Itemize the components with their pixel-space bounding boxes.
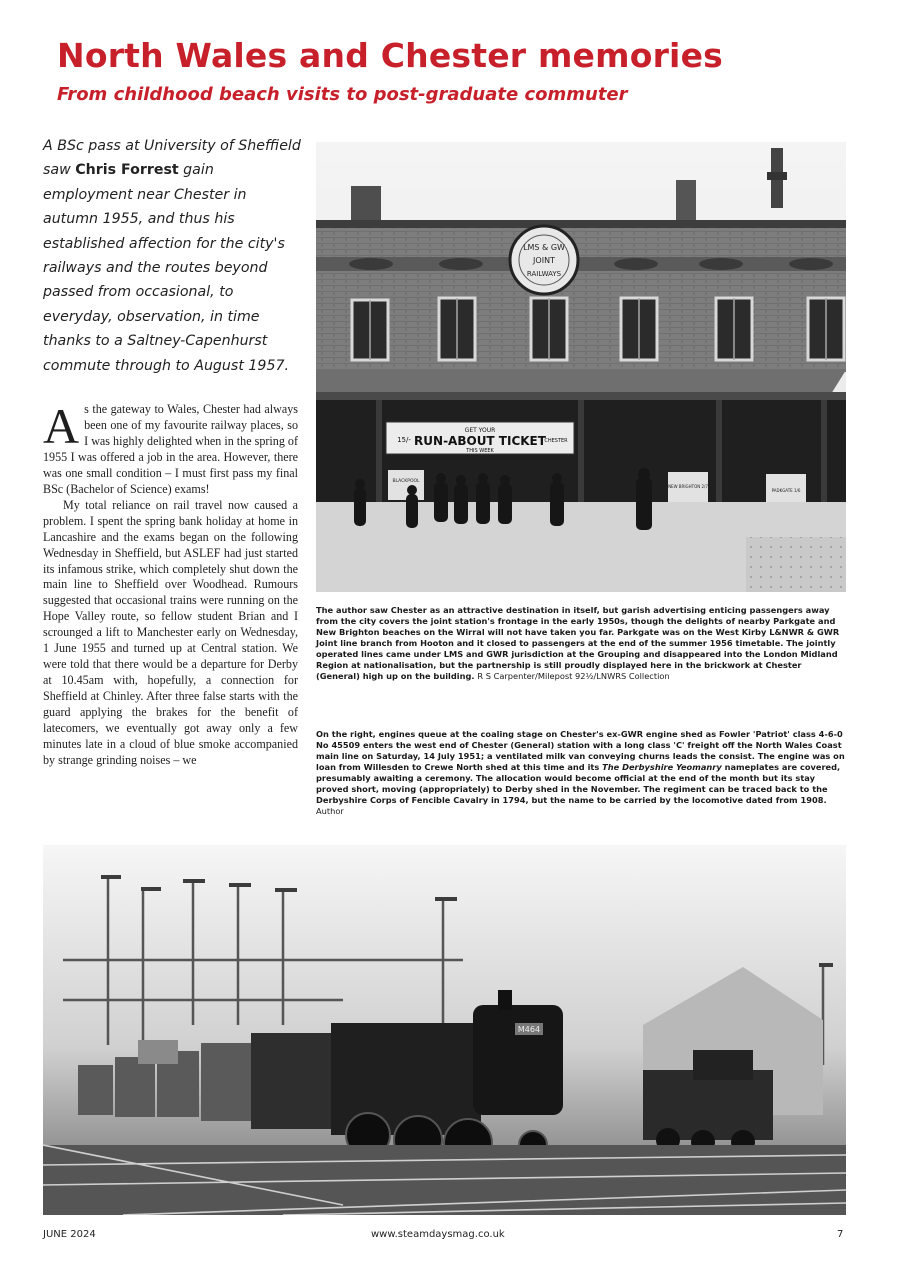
emblem-text-3: RAILWAYS bbox=[526, 270, 562, 278]
caption-patriot-locomotive bbox=[316, 729, 846, 817]
body-paragraph-2: My total reliance on rail travel now caused a problem. I spent the spring bank holiday at home in Lancashire and the exams began on the following Wednesday in Sheffield, but ASLEF had just started its infamous strike, which completely shut down the main line to Sheffield over Woodhead. Rumours suggested that occasional trains were running on the Hope Valley route, so fellow student Brian and I scrounged a lift to Manchester early on Wednesday, 1 June 1955 and turned up at Central station. We were told that there would be a departure for Derby at 10.45am with, hopefully, a connection for Sheffield at Chinley. After three false starts with the guard applying the brakes for the benefit of latecomers, we eventually got away only a few minutes late in a cloud of blue smoke accompanied by strange grinding noises – we bbox=[43, 497, 298, 767]
caption-2-italic: The Derbyshire Yeomanry bbox=[602, 762, 722, 772]
emblem-text-2: JOINT bbox=[533, 256, 555, 265]
poster-left-text: BLACKPOOL bbox=[392, 479, 420, 484]
patriot-locomotive-photo bbox=[43, 845, 846, 1215]
caption-1-credit: R S Carpenter/Milepost 92½/LNWRS Collection bbox=[477, 671, 670, 681]
caption-1-text: The author saw Chester as an attractive destination in itself, but garish advertising enticing passengers away from the city covers the joint station's frontage in the early 1950s, though the delights of nearby Parkgate and New Brighton beaches on the Wirral will not have taken you far. Parkgate was on the West Kirby L&NWR & GWR Joint line branch from Hooton and it closed to passengers at the end of the summer 1956 timetable. The jointly operated lines came under LMS and GWR jurisdiction at the Grouping and disappeared into the London Midland Region at nationalisation, but the partnership is still proudly displayed here in the brickwork at Chester (General) high up on the building. bbox=[316, 605, 840, 681]
author-name: Chris Forrest bbox=[75, 162, 179, 179]
poster-mid-text: NEW BRIGHTON 2/7 bbox=[668, 484, 708, 489]
caption-2-text: On the right, engines queue at the coaling stage on Chester's ex-GWR engine shed as Fowler 'Patriot' class 4-6-0 No 45509 enters the west end of Chester (General) station with a long class 'C' freight off the North Wales Coast main line on Saturday, 14 July 1951; a ventilated milk van conveying churns leads the consist. The engine was on loan from Willesden to Crewe North shed at this time and its bbox=[316, 729, 845, 772]
caption-2-credit: Author bbox=[316, 806, 344, 816]
banner-top-text: GET YOUR bbox=[464, 427, 496, 434]
banner-price-text: 15/- bbox=[397, 436, 411, 444]
standfirst-text-cont: gain employment near Chester in autumn 1955, and thus his established affection for the city's railways and the routes beyond passed from occasional, to everyday, observation, in time thanks to a Saltney-Capenhurst commute through to August 1957. bbox=[43, 162, 290, 374]
standfirst-text: A BSc pass at University of Sheffield saw bbox=[43, 138, 301, 179]
article-standfirst bbox=[43, 134, 305, 378]
article-body bbox=[43, 398, 298, 769]
station-frontage-photo bbox=[316, 142, 846, 592]
poster-right-text: PADKGATE 1/6 bbox=[771, 488, 801, 493]
footer-website: www.steamdaysmag.co.uk bbox=[371, 1229, 505, 1240]
emblem-text-1: LMS & GW bbox=[523, 243, 565, 252]
footer-issue-date: JUNE 2024 bbox=[43, 1229, 96, 1240]
banner-right-text: CHESTER bbox=[544, 438, 568, 444]
footer-page-number: 7 bbox=[837, 1229, 844, 1240]
caption-2-text-cont: nameplates are covered, presumably awaiting a ceremony. The allocation would become official at the end of the month but its stay proved short, moving (appropriately) to Derby shed in the November. The regiment can be traced back to the Derbyshire Corps of Fencible Cavalry in 1794, but the name to be carried by the locomotive dated from 1908. bbox=[316, 762, 841, 805]
body-paragraph-1 bbox=[43, 398, 298, 498]
loco-headcode: M464 bbox=[517, 1025, 541, 1034]
paragraph-1-text: s the gateway to Wales, Chester had always been one of my favourite railway places, so I was highly delighted when in the spring of 1955 I was offered a job in the area. However, there was one small condition – I must first pass my final BSc (Bachelor of Science) exams! bbox=[43, 402, 298, 496]
banner-bottom-text: THIS WEEK bbox=[466, 448, 494, 454]
article-title: North Wales and Chester memories bbox=[57, 36, 723, 75]
caption-station-frontage bbox=[316, 605, 846, 682]
article-subtitle: From childhood beach visits to post-graduate commuter bbox=[57, 84, 628, 105]
drop-cap: A bbox=[43, 398, 80, 454]
banner-main-text: RUN-ABOUT TICKET bbox=[414, 434, 546, 448]
